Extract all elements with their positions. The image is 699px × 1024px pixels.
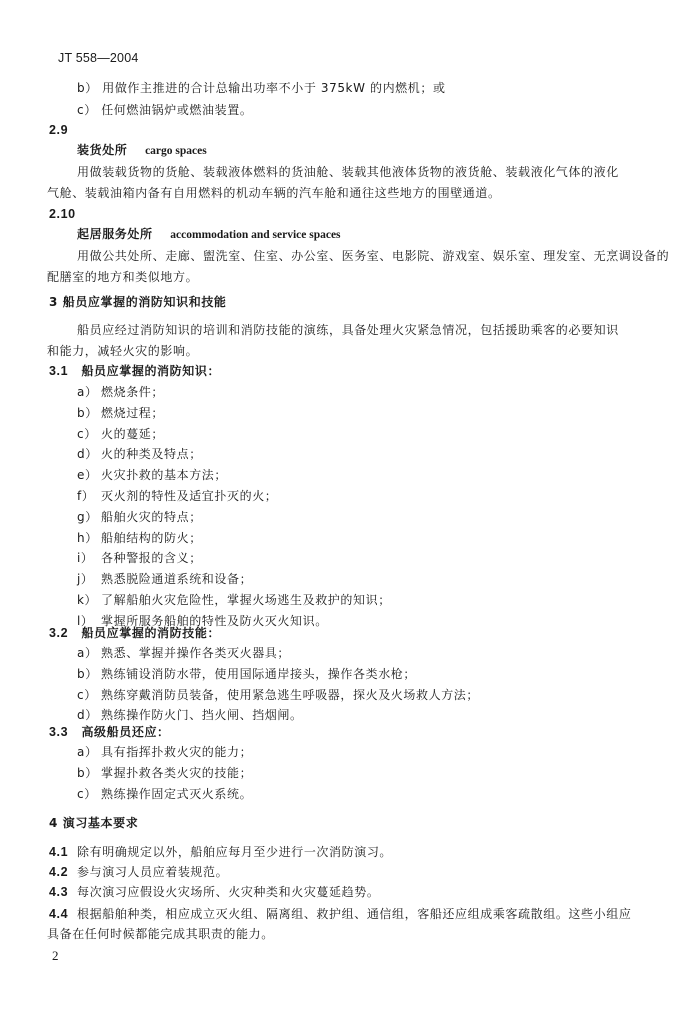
list-item-label: a）: [77, 385, 98, 399]
list-item-label: c）: [77, 426, 97, 441]
list-item: [77, 765, 252, 781]
section-number: 4.2: [49, 865, 69, 879]
chapter-heading: 3 船员应掌握的消防知识和技能: [49, 295, 227, 309]
page-number: 2: [52, 948, 60, 963]
list-item: [77, 550, 202, 566]
subsection-heading: [49, 724, 170, 740]
paragraph-line: 用做装载货物的货舱、装载液体燃料的货油舱、装载其他液体货物的液货舱、装载液化气体的液化: [77, 165, 619, 179]
standard-number: JT 558—2004: [58, 51, 139, 65]
list-item: [77, 405, 164, 421]
term-heading: [77, 142, 207, 159]
list-item-text: 各种警报的含义；: [101, 551, 202, 566]
list-item-text: 火的蔓延；: [101, 426, 165, 441]
list-item-text: 火的种类及特点；: [101, 447, 202, 462]
list-item-text: 熟练穿戴消防员装备，使用紧急逃生呼吸器，探火及火场救人方法；: [101, 687, 480, 702]
list-item-text: 熟悉脱险通道系统和设备；: [101, 572, 253, 587]
list-item-label: c）: [77, 787, 97, 801]
section-number: 4.3: [49, 885, 69, 899]
list-item-b: b） 用做作主推进的合计总输出功率不小于 375kW 的内燃机；或: [77, 81, 446, 95]
list-item-label: k）: [77, 593, 98, 607]
list-item-label: l）: [77, 613, 94, 628]
paragraph-line: 用做公共处所、走廊、盥洗室、住室、办公室、医务室、电影院、游戏室、娱乐室、理发室、无烹调设备的: [77, 249, 670, 263]
term-english: cargo spaces: [145, 145, 207, 157]
clause-text: 除有明确规定以外，船舶应每月至少进行一次消防演习。: [77, 845, 393, 859]
subsection-heading: [49, 363, 220, 379]
list-item-text: 熟练操作固定式灭火系统。: [101, 787, 253, 801]
list-item-label: b）: [77, 666, 98, 681]
list-item: [77, 446, 202, 462]
list-item-text: 具有指挥扑救火灾的能力；: [101, 745, 253, 759]
list-item-text: 掌握所服务船舶的特性及防火灭火知识。: [101, 613, 328, 628]
list-item: [77, 645, 290, 661]
section-number: 3.1: [49, 364, 69, 378]
paragraph-line: 和能力，减轻火灾的影响。: [47, 344, 199, 358]
list-item-text: 火灾扑救的基本方法；: [101, 468, 228, 483]
list-item-text: 熟练操作防火门、挡火闸、挡烟闸。: [101, 708, 303, 723]
paragraph-line: 配膳室的地方和类似地方。: [47, 270, 199, 284]
clause: [49, 844, 392, 860]
list-item-label: g）: [77, 509, 98, 524]
list-item-text: 燃烧条件；: [101, 385, 165, 399]
section-number: 2.10: [49, 207, 76, 221]
list-item-label: d）: [77, 708, 98, 723]
list-item-text: 灭火剂的特性及适宜扑灭的火；: [101, 489, 278, 503]
list-item: [77, 488, 277, 504]
term-heading: [77, 226, 341, 243]
clause: [49, 864, 228, 880]
list-item: [77, 571, 252, 587]
list-item-text: 熟悉、掌握并操作各类灭火器具；: [101, 646, 291, 660]
list-item-label: c）: [77, 687, 97, 702]
list-item-c: c） 任何燃油锅炉或燃油装置。: [77, 103, 253, 117]
term-english: accommodation and service spaces: [170, 229, 341, 241]
list-item-text: 熟练铺设消防水带，使用国际通岸接头，操作各类水枪；: [101, 666, 417, 681]
subsection-title: 船员应掌握的消防技能：: [81, 626, 221, 640]
list-item: [77, 592, 391, 608]
paragraph-line: 船员应经过消防知识的培训和消防技能的演练，具备处理火灾紧急情况，包括援助乘客的必要知识: [77, 323, 619, 337]
list-item: [77, 666, 416, 682]
list-item-label: i）: [77, 551, 94, 566]
list-item-text: 了解船舶火灾危险性，掌握火场逃生及救护的知识；: [101, 593, 391, 607]
list-item-label: e）: [77, 468, 98, 483]
list-item: [77, 509, 202, 525]
section-number: 4.1: [49, 845, 69, 859]
list-item-label: a）: [77, 646, 98, 660]
chapter-heading: 4 演习基本要求: [49, 816, 139, 830]
list-item-label: f）: [77, 489, 95, 503]
section-number: 4.4: [49, 907, 69, 921]
clause-text: 每次演习应假设火灾场所、火灾种类和火灾蔓延趋势。: [77, 885, 380, 899]
section-number: 3.2: [49, 626, 69, 640]
list-item-label: b）: [77, 405, 98, 420]
list-item-label: j）: [77, 572, 94, 587]
clause-text: 根据船舶种类，相应成立灭火组、隔离组、救护组、通信组，客船还应组成乘客疏散组。这些小组应: [77, 907, 632, 921]
section-number: 2.9: [49, 123, 69, 137]
clause: [49, 884, 379, 900]
list-item: [77, 707, 303, 723]
list-item-label: h）: [77, 530, 98, 545]
list-item: [77, 786, 252, 802]
subsection-title: 高级船员还应：: [81, 725, 170, 739]
paragraph-line: 具备在任何时候都能完成其职责的能力。: [47, 927, 274, 941]
paragraph-line: 气舱、装载油箱内备有自用燃料的机动车辆的汽车舱和通往这些地方的围壁通道。: [47, 186, 501, 200]
term-chinese: 起居服务处所: [77, 227, 153, 241]
list-item: [77, 384, 164, 400]
list-item-text: 燃烧过程；: [101, 405, 165, 420]
list-item-text: 船舶结构的防火；: [101, 530, 202, 545]
list-item-text: 船舶火灾的特点；: [101, 509, 202, 524]
list-item-label: b）: [77, 766, 98, 780]
list-item-text: 掌握扑救各类火灾的技能；: [101, 766, 253, 780]
subsection-heading: [49, 625, 220, 641]
list-item: [77, 744, 252, 760]
clause-text: 参与演习人员应着装规范。: [77, 865, 229, 879]
subsection-title: 船员应掌握的消防知识：: [81, 364, 221, 378]
list-item-label: a）: [77, 745, 98, 759]
list-item: [77, 530, 202, 546]
list-item: [77, 426, 164, 442]
list-item: [77, 467, 227, 483]
clause: [49, 906, 631, 922]
list-item-label: d）: [77, 447, 98, 462]
term-chinese: 装货处所: [77, 143, 128, 157]
list-item: [77, 687, 479, 703]
section-number: 3.3: [49, 725, 69, 739]
